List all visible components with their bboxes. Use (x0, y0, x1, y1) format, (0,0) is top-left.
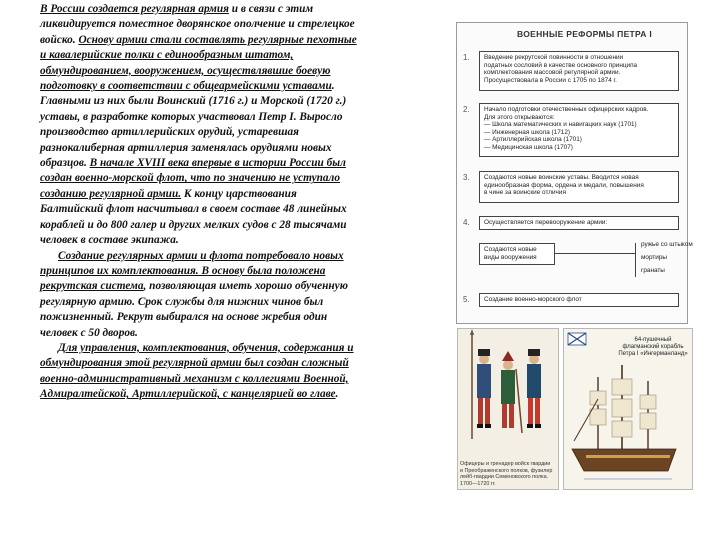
text-fragment: войско. (40, 33, 79, 46)
section-number: 1. (463, 53, 470, 62)
text-fragment: В России создается регулярная армия (40, 3, 229, 15)
text-fragment: Для управления, комплектования, обучения, содержания и (58, 341, 354, 354)
text-line (40, 110, 440, 125)
text-fragment: и кавалерийские полки с единообразным штатом, (40, 49, 294, 62)
reform-box-regulations: Создаются новые воинские уставы. Вводится новая единообразная форма, ордена и медали, повышения в чине за воинские отличия (479, 171, 679, 203)
text-line (40, 264, 440, 279)
main-text (40, 2, 440, 403)
text-fragment: К концу царствования (181, 187, 297, 200)
weapon-label: гранаты (641, 267, 665, 274)
text-fragment: Балтийский флот насчитывал в своем составе 48 линейных (40, 203, 347, 216)
text-fragment: обмундированием, вооружением, осуществлявшие боевую (40, 64, 331, 77)
text-fragment: пожизненный. Рекрут выбирался на основе жребия один (40, 311, 328, 324)
text-line (40, 326, 440, 341)
reform-box-recruitment: Введение рекрутской повинности в отношении податных сословий в качестве основного принципа комплектования массовой регулярной армии. Просуществовала в России с 1705 по 1874 г. (479, 51, 679, 91)
soldiers-drawing (458, 329, 558, 447)
new-weapons-box: Создаются новые виды вооружения (479, 243, 555, 265)
text-line (40, 202, 440, 217)
text-line (40, 187, 440, 202)
text-fragment: человек с 50 дворов. (40, 326, 138, 339)
soldiers-caption: Офицеры и гренадер войск гвардии и Преображенского полков, фузилер лейб-гвардии Семеновского полка. 1700—1720 гг. (460, 461, 553, 487)
text-fragment: образцов. (40, 157, 90, 170)
ship-illustration (563, 328, 693, 490)
text-fragment: принципов их комплектования. В основу была положена (40, 264, 326, 277)
text-fragment: человек в составе экипажа. (40, 234, 179, 247)
ship-caption: 64-пушечный флагманский корабль Петра I «Ингерманланд» (618, 337, 688, 358)
text-line (40, 156, 440, 171)
section-number: 2. (463, 105, 470, 114)
text-line (40, 2, 440, 17)
text-line (40, 141, 440, 156)
text-fragment: уставы, в разработке которых участвовал Петр I. Выросло (40, 110, 343, 123)
text-fragment: В начале XVIII века впервые в истории России был (89, 157, 346, 170)
text-fragment: созданию регулярной армии. (40, 187, 182, 200)
text-line (40, 64, 440, 79)
text-fragment: обмундирования этой регулярной армии был создан сложный (40, 357, 349, 370)
text-line (40, 341, 440, 356)
reform-box-navy: Создание военно-морского флот (479, 293, 679, 307)
text-fragment: производство артиллерийских орудий, устаревшая (40, 126, 299, 139)
connector-line (555, 253, 635, 254)
text-line (40, 218, 440, 233)
text-line (40, 372, 440, 387)
text-line (40, 17, 440, 32)
reform-box-rearmament: Осуществляется перевооружение армии: (479, 216, 679, 230)
section-number: 3. (463, 173, 470, 182)
text-fragment: создан военно-морской флот, что по значению не уступало (40, 172, 341, 185)
reform-box-officers: Начало подготовки отечественных офицерских кадров. Для этого открываются: — Школа математических и навигацких наук (1701) — Инженерная школа (1712) — Артиллерийская школа (1701) — Медицинская школа (1707) (479, 103, 679, 157)
soldiers-illustration (457, 328, 559, 490)
scheme-title: ВОЕННЫЕ РЕФОРМЫ ПЕТРА I (517, 29, 653, 39)
section-number: 4. (463, 218, 470, 227)
text-line (40, 249, 440, 264)
text-fragment: . (335, 388, 339, 401)
text-line (40, 233, 440, 248)
text-fragment: Основу армии стали составлять регулярные пехотные (78, 33, 357, 46)
text-line (40, 125, 440, 140)
text-fragment: ликвидируется поместное дворянское ополчение и стрелецкое (40, 18, 355, 31)
text-line (40, 387, 440, 402)
text-fragment: кораблей и до 800 галер и других мелких судов с 28 тысячами (40, 218, 347, 231)
text-fragment: Главными из них были Воинский (1716 г.) и Морской (1720 г.) (40, 95, 347, 108)
military-reforms-scheme (456, 22, 693, 324)
text-line (40, 48, 440, 63)
section-number: 5. (463, 295, 470, 304)
text-fragment: и в связи с этим (228, 3, 314, 15)
weapon-label: ружье со штыком (641, 241, 693, 248)
text-fragment: Адмиралтейской, Артиллерийской, с канцелярией во главе (40, 388, 336, 401)
text-line (40, 33, 440, 48)
text-fragment: подготовку в соответствии с общеармейскими уставами (40, 80, 332, 93)
text-fragment: регулярную армию. Срок службы для нижних чинов был (40, 295, 324, 308)
text-fragment: , позволяющая иметь хорошо обученную (143, 280, 348, 293)
text-line (40, 79, 440, 94)
text-fragment: разнокалиберная артиллерия заменялась орудиями новых (40, 141, 332, 154)
text-line (40, 356, 440, 371)
text-fragment: Создание регулярных армии и флота потребовало новых (58, 249, 344, 262)
weapon-label: мортиры (641, 254, 668, 261)
text-line (40, 295, 440, 310)
text-line (40, 94, 440, 109)
connector-line (635, 243, 636, 277)
text-fragment: . (331, 80, 335, 93)
text-line (40, 279, 440, 294)
text-fragment: рекрутская система (40, 280, 144, 293)
text-line (40, 171, 440, 186)
text-line (40, 310, 440, 325)
text-fragment: военно-административный механизм с коллегиями Военной, (40, 372, 349, 385)
